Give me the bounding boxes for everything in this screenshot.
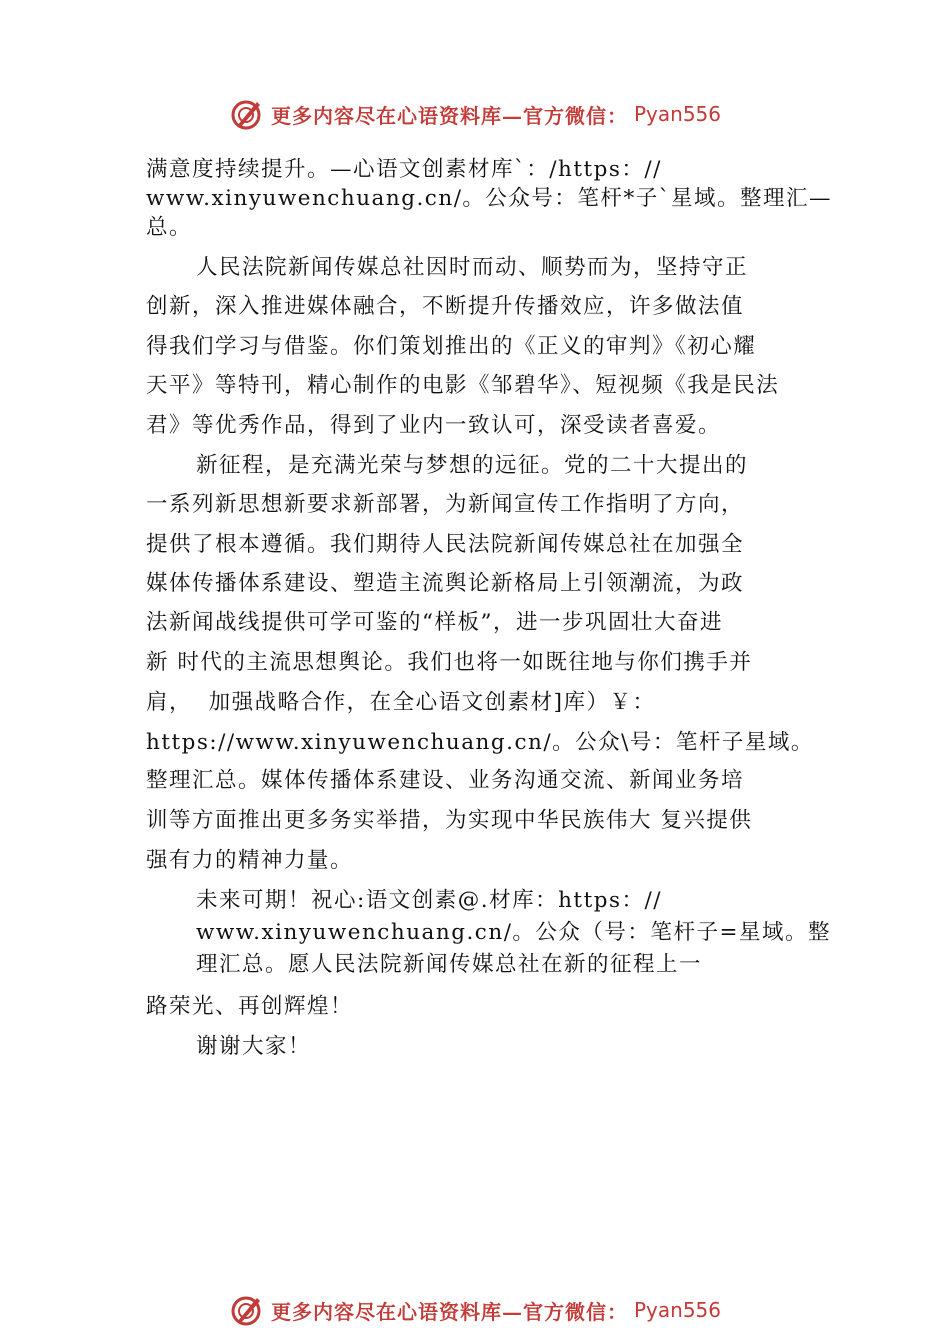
text-line: 训等方面推出更多务实举措，为实现中华民族伟大 复兴提供 — [146, 808, 753, 833]
text-line: 君》等优秀作品，得到了业内一致认可，深受读者喜爱。 — [146, 413, 722, 438]
text-line: 路荣光、再创辉煌！ — [146, 994, 354, 1019]
header-banner — [0, 94, 950, 134]
logo-icon — [229, 1292, 265, 1328]
text-line: 一系列新思想新要求新部署，为新闻宣传工作指明了方向， — [146, 492, 745, 517]
text-line: 肩， 加强战略合作，在全心语文创素材]库）￥： — [146, 690, 656, 715]
text-line: 新 时代的主流思想舆论。我们也将一如既往地与你们携手并 — [146, 650, 753, 675]
text-line: www.xinyuwenchuang.cn/。公众号：笔杆*子`星域。整理汇— — [146, 186, 832, 211]
text-line: 未来可期！祝心:语文创素@.材库：https：// — [196, 888, 662, 913]
text-line: 整理汇总。媒体传播体系建设、业务沟通交流、新闻业务培 — [146, 768, 745, 793]
banner-handle: Pyan556 — [633, 102, 721, 126]
text-line: 满意度持续提升。—心语文创素材库`：/https：// — [146, 157, 662, 182]
text-line: 法新闻战线提供可学可鉴的“样板”，进一步巩固壮大奋进 — [146, 610, 723, 635]
text-line: 人民法院新闻传媒总社因时而动、顺势而为，坚持守正 — [196, 255, 749, 280]
text-line: 媒体传播体系建设、塑造主流舆论新格局上引领潮流，为政 — [146, 571, 745, 596]
banner-text: 更多内容尽在心语资料库—官方微信： — [270, 103, 628, 128]
banner-text: 更多内容尽在心语资料库—官方微信： — [270, 1299, 628, 1324]
text-line: 新征程，是充满光荣与梦想的远征。党的二十大提出的 — [196, 453, 749, 478]
text-line: https://www.xinyuwenchuang.cn/。公众\号：笔杆子星域。 — [146, 730, 814, 755]
text-line: 天平》等特刊，精心制作的电影《邹碧华》、短视频《我是民法 — [146, 373, 780, 398]
text-line: 谢谢大家！ — [196, 1034, 312, 1059]
text-line: 得我们学习与借鉴。你们策划推出的《正义的审判》《初心耀 — [146, 334, 757, 359]
banner-handle: Pyan556 — [633, 1298, 721, 1322]
logo-icon — [229, 96, 265, 132]
text-line: 创新，深入推进媒体融合，不断提升传播效应，许多做法值 — [146, 294, 745, 319]
text-line: 提供了根本遵循。我们期待人民法院新闻传媒总社在加强全 — [146, 532, 745, 557]
text-line: 总。 — [146, 215, 193, 240]
text-line: www.xinyuwenchuang.cn/。公众（号：笔杆子=星域。整 — [196, 920, 831, 945]
footer-banner — [0, 1290, 950, 1330]
text-line: 强有力的精神力量。 — [146, 848, 354, 873]
text-line: 理汇总。愿人民法院新闻传媒总社在新的征程上一 — [196, 952, 703, 977]
